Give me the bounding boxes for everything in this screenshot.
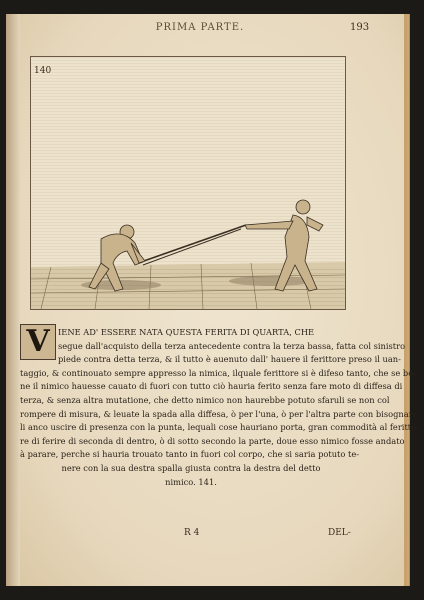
- text-line-6: terza, & senza altra mutatione, che detto nimico non haurebbe potuto sfaruli se non col: [20, 394, 390, 405]
- text-line-9: re di ferire di seconda di dentro, ò di sotto secondo la parte, doue esso nimico fosse andato: [20, 435, 405, 446]
- text-line-2: segue dall'acquisto della terza antecedente contra la terza bassa, fatta col sinistro: [58, 340, 406, 351]
- text-line-11: nere con la sua destra spalla giusta contra la destra del detto: [61, 462, 321, 473]
- text-line-5: ne il nimico hauesse cauato di fuori con tutto ciò hauria ferito senza fare moto di diffesa di: [20, 381, 403, 392]
- signature-mark: R 4: [184, 528, 200, 538]
- text-line-12: nimico. 141.: [165, 476, 217, 487]
- text-line-10: à parare, perche si hauria trouato tanto in fuori col corpo, che si saria potuto te-: [20, 449, 360, 460]
- page-gutter: [6, 14, 20, 586]
- text-line-1: IENE AD' ESSERE NATA QUESTA FERITA DI QUARTA, CHE: [58, 327, 315, 337]
- page-number: 193: [350, 22, 370, 33]
- text-line-7: rompere di misura, & leuate la spada alla diffesa, ò per l'una, ò per l'altra parte con bisognar-: [20, 408, 416, 419]
- body-text: [20, 326, 419, 489]
- text-line-3: piede contra detta terza, & il tutto è auenuto dall' hauere il ferittore preso il uan-: [58, 354, 401, 365]
- catchword: DEL-: [328, 528, 351, 538]
- fencing-engraving-illustration: [31, 57, 345, 309]
- engraving-plate: [30, 56, 346, 310]
- initial-letter: V: [26, 324, 50, 359]
- text-line-8: li anco uscire di presenza con la punta, lequali cose hauriano porta, gran commodità al feritto-: [20, 422, 419, 433]
- running-header: PRIMA PARTE.: [155, 22, 245, 33]
- plate-number: 140: [34, 66, 52, 76]
- text-line-4: taggio, & continouato sempre appresso la nimica, ilquale ferittore si è difeso tanto, che se be-: [20, 367, 416, 378]
